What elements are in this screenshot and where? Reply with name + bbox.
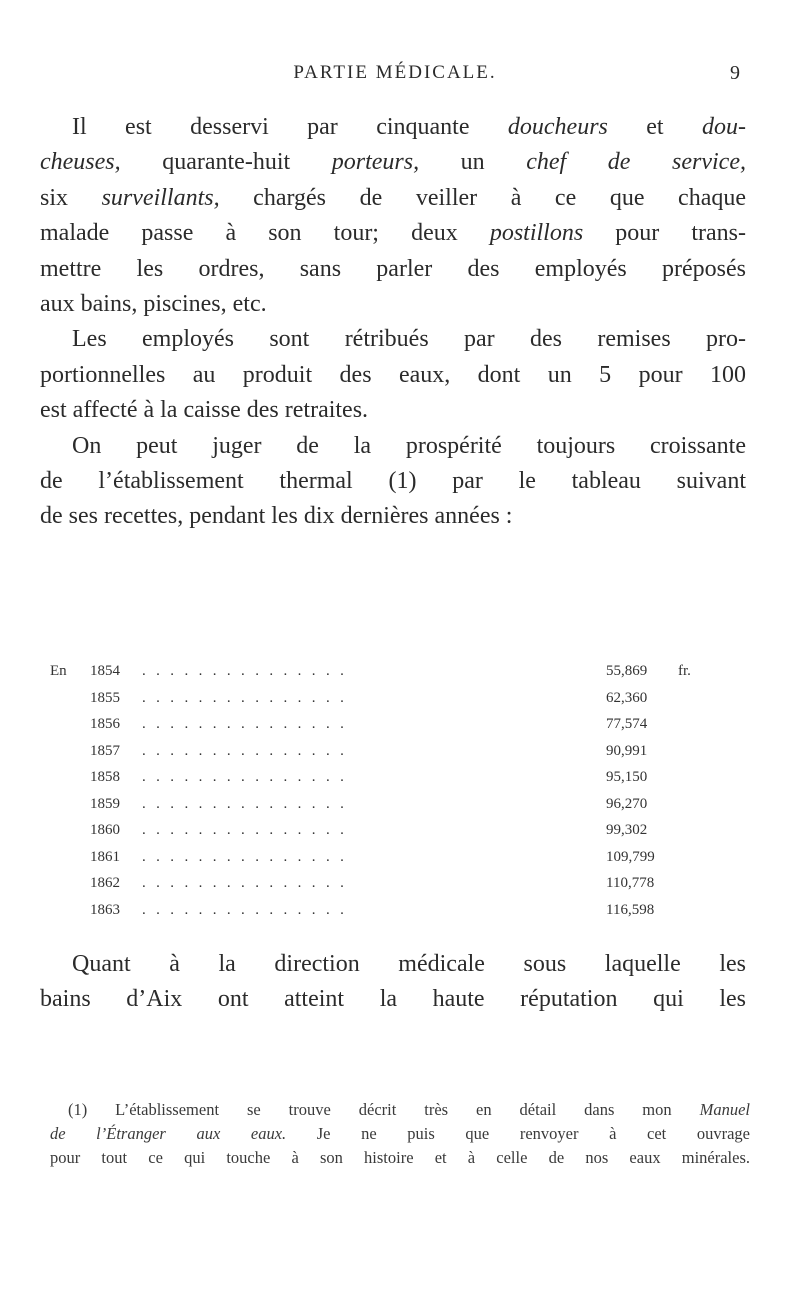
row-amount: 96,270 xyxy=(606,795,648,812)
row-year: 1854 xyxy=(90,663,120,679)
table-row xyxy=(50,658,750,685)
leader-dots: ............... xyxy=(142,901,355,918)
row-amount: 110,778 xyxy=(606,875,655,891)
row-year: 1861 xyxy=(90,848,120,865)
text-line: On peut juger de la prospérité toujours croissante xyxy=(72,432,746,459)
row-prefix: En xyxy=(50,663,67,679)
row-amount: 116,598 xyxy=(606,901,655,918)
text-line: bains d’Aix ont atteint la haute réputation qui les xyxy=(40,986,746,1013)
table-row xyxy=(50,764,750,791)
page-number: 9 xyxy=(730,62,740,84)
text-line: cheuses, quarante-huit porteurs, un chef de service, xyxy=(40,149,746,176)
footnote xyxy=(50,1098,750,1170)
table-row xyxy=(50,738,750,765)
leader-dots: ............... xyxy=(142,742,355,759)
leader-dots: ............... xyxy=(142,716,355,732)
row-amount: 62,360 xyxy=(606,689,648,706)
row-year: 1857 xyxy=(90,742,120,759)
footnote-line: pour tout ce qui touche à son histoire et à celle de nos eaux minérales. xyxy=(50,1148,750,1167)
leader-dots: ............... xyxy=(142,769,355,785)
leader-dots: ............... xyxy=(142,663,355,679)
row-year: 1862 xyxy=(90,875,120,891)
row-year: 1860 xyxy=(90,822,120,838)
row-amount: 55,869 xyxy=(606,663,648,679)
text-line: de ses recettes, pendant les dix dernières années : xyxy=(40,503,513,530)
text-line: Il est desservi par cinquante doucheurs et dou- xyxy=(72,114,746,140)
page-header xyxy=(50,62,740,92)
receipts-table xyxy=(50,658,750,923)
text-line: Les employés sont rétribués par des remises pro- xyxy=(72,326,746,353)
row-year: 1858 xyxy=(90,769,120,785)
table-row xyxy=(50,897,750,924)
text-line: six surveillants, chargés de veiller à ce que chaque xyxy=(40,184,747,211)
row-amount: 77,574 xyxy=(606,716,648,732)
text-line: est affecté à la caisse des retraites. xyxy=(40,397,369,424)
row-amount: 99,302 xyxy=(606,822,648,838)
row-year: 1855 xyxy=(90,689,120,706)
row-year: 1859 xyxy=(90,795,120,812)
table-row xyxy=(50,817,750,844)
currency-unit: fr. xyxy=(678,663,691,679)
footnote-line: (1) L’établissement se trouve décrit très en détail dans mon Manuel xyxy=(68,1100,750,1119)
running-title: PARTIE MÉDICALE. xyxy=(293,62,497,83)
footnote-line: de l’Étranger aux eaux. Je ne puis que renvoyer à cet ouvrage xyxy=(50,1124,750,1143)
table-row xyxy=(50,844,750,871)
text-line: Quant à la direction médicale sous laquelle les xyxy=(72,951,746,977)
table-row xyxy=(50,685,750,712)
row-year: 1863 xyxy=(90,901,120,918)
row-year: 1856 xyxy=(90,716,120,732)
text-line: de l’établissement thermal (1) par le tableau suivant xyxy=(40,468,746,495)
leader-dots: ............... xyxy=(142,689,355,706)
text-line: malade passe à son tour; deux postillons pour trans- xyxy=(40,220,746,247)
text-line: mettre les ordres, sans parler des employés préposés xyxy=(40,255,746,282)
leader-dots: ............... xyxy=(142,795,355,812)
table-row xyxy=(50,711,750,738)
closing-paragraph xyxy=(40,947,746,1018)
table-row xyxy=(50,791,750,818)
leader-dots: ............... xyxy=(142,848,355,865)
row-amount: 109,799 xyxy=(606,848,655,865)
main-text xyxy=(40,110,746,535)
leader-dots: ............... xyxy=(142,822,355,838)
table-row xyxy=(50,870,750,897)
text-line: aux bains, piscines, etc. xyxy=(40,291,267,318)
leader-dots: ............... xyxy=(142,875,355,891)
row-amount: 90,991 xyxy=(606,742,648,759)
row-amount: 95,150 xyxy=(606,769,648,785)
text-line: portionnelles au produit des eaux, dont un 5 pour 100 xyxy=(40,361,746,388)
